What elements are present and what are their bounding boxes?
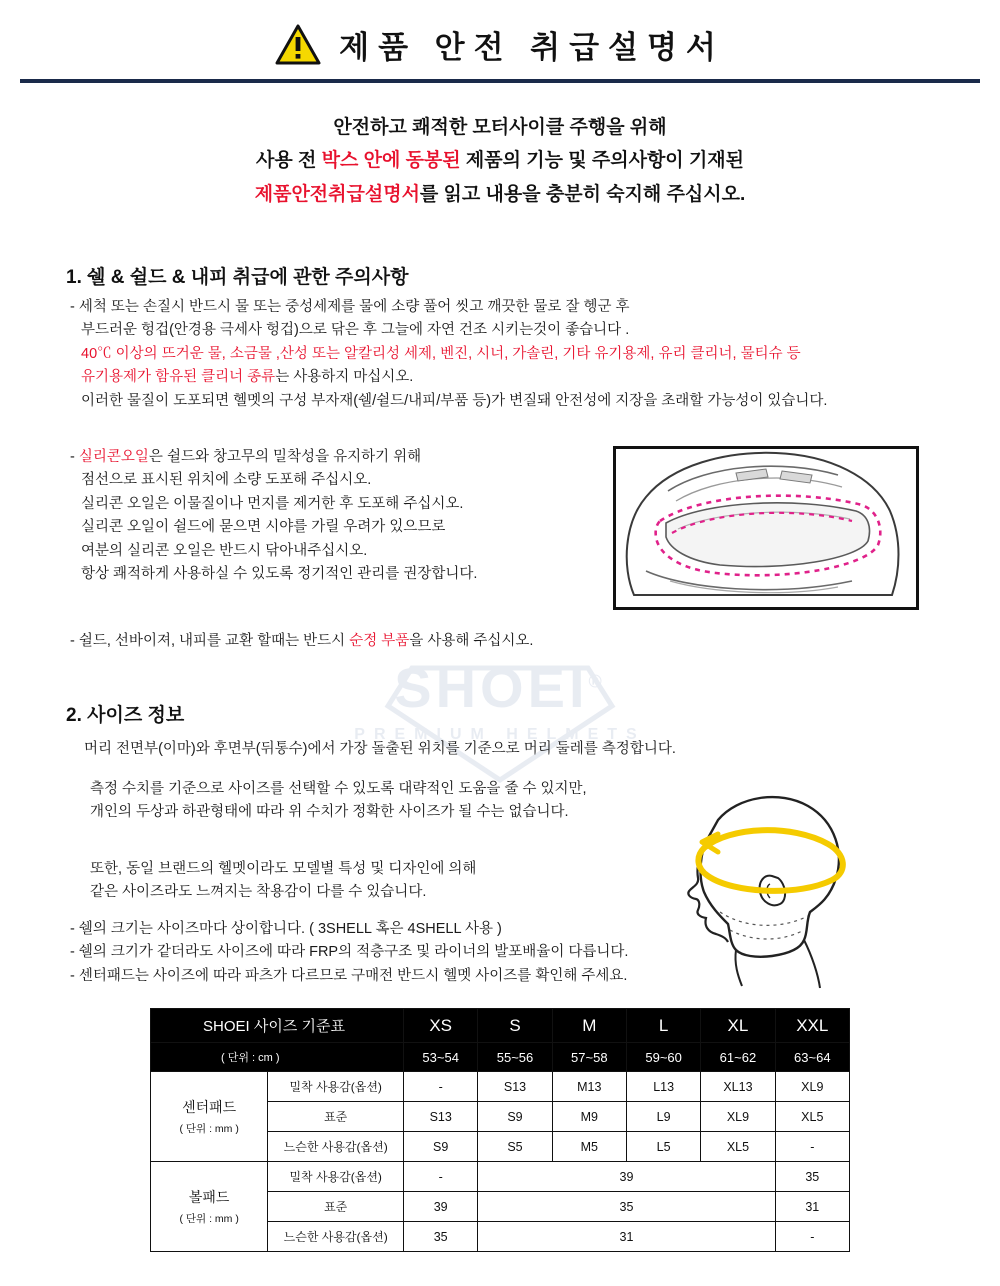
section-1-silicone-block [70,446,477,587]
parts-line-c: 을 사용해 주십시오. [409,633,534,649]
size-range-l: 59~60 [626,1043,700,1072]
row-label-standard-2: 표준 [268,1192,404,1222]
size-range-xs: 53~54 [404,1043,478,1072]
wash-line-3: 40℃ 이상의 뜨거운 물, 소금물 ,산성 또는 알칼리성 세제, 벤진, 시너, 가솔린, 기타 유기용제, 유리 클리너, 물티슈 등 [81,345,801,362]
cell-cp-loose-s: S5 [478,1132,552,1162]
cell-cp-std-xs: S13 [404,1102,478,1132]
header-divider [20,79,980,83]
cell-cp-std-m: M9 [552,1102,626,1132]
size-paragraph-3-line-1: 또한, 동일 브랜드의 헬멧이라도 모델별 특성 및 디자인에 의해 [90,861,477,877]
intro-line-2 [0,144,1000,177]
cell-cp-tight-xl: XL13 [701,1072,775,1102]
cell-cp-std-xl: XL9 [701,1102,775,1132]
size-bullet-1: - 쉘의 크기는 사이즈마다 상이합니다. ( 3SHELL 혹은 4SHELL 사용 ) [70,921,502,937]
cell-cp-std-s: S9 [478,1102,552,1132]
cell-cp-tight-l: L13 [626,1072,700,1102]
cell-cp-std-l: L9 [626,1102,700,1132]
cell-cp-tight-s: S13 [478,1072,552,1102]
size-paragraph-1: 머리 전면부(이마)와 후면부(뒤통수)에서 가장 돌출된 위치를 기준으로 머리 둘레를 측정합니다. [84,741,676,757]
intro-line-3 [0,178,1000,211]
row-label-loose-2: 느슨한 사용감(옵션) [268,1222,404,1252]
intro-highlight-box: 박스 안에 동봉된 [321,150,461,172]
section-1-wash-block [70,296,827,413]
row-label-loose-1: 느슨한 사용감(옵션) [268,1132,404,1162]
size-header-xs: XS [404,1009,478,1043]
size-range-xxl: 63~64 [775,1043,849,1072]
group-label-cheek-pad: 볼패드 ( 단위 : mm ) [151,1162,268,1252]
section-2-intro [84,738,676,761]
watermark-logo-text: SHOEI® [394,656,606,719]
silicone-highlight: 실리콘오일 [78,449,149,465]
size-header-xxl: XXL [775,1009,849,1043]
silicone-line-1 [70,446,477,469]
cell-cp-loose-xl: XL5 [701,1132,775,1162]
size-range-xl: 61~62 [701,1043,775,1072]
cell-bp-tight-xs: - [404,1162,478,1192]
cell-bp-std-s-xl: 35 [478,1192,775,1222]
table-row [151,1162,850,1192]
cell-bp-std-xxl: 31 [775,1192,849,1222]
parts-highlight: 순정 부품 [349,633,410,649]
silicone-dash: - [70,449,79,465]
section-1-parts-block [70,630,533,653]
size-range-m: 57~58 [552,1043,626,1072]
section-2-bullets [70,918,628,988]
cell-cp-tight-xxl: XL9 [775,1072,849,1102]
size-header-l: L [626,1009,700,1043]
silicone-line-6: 항상 쾌적하게 사용하실 수 있도록 정기적인 관리를 권장합니다. [81,566,478,583]
parts-line [70,630,533,653]
size-table-wrapper [150,1008,850,1252]
table-title: SHOEI 사이즈 기준표 [151,1009,404,1043]
intro-block [0,111,1000,211]
size-header-xl: XL [701,1009,775,1043]
silicone-line-5: 여분의 실리콘 오일은 반드시 닦아내주십시오. [81,542,368,559]
size-bullet-2: - 쉘의 크기가 같더라도 사이즈에 따라 FRP의 적층구조 및 라이너의 발포배율이 다릅니다. [70,944,629,961]
cell-cp-loose-xs: S9 [404,1132,478,1162]
size-paragraph-2-line-1: 측정 수치를 기준으로 사이즈를 선택할 수 있도록 대략적인 도움을 줄 수 있지만, [90,781,587,797]
helmet-shield-diagram [613,446,919,610]
section-1-heading: 1. 쉘 & 쉴드 & 내피 취급에 관한 주의사항 [66,267,409,288]
size-header-s: S [478,1009,552,1043]
head-measure-illustration [660,780,890,995]
cell-bp-loose-s-xl: 31 [478,1222,775,1252]
watermark-tagline: PREMIUM HELMETS [354,726,646,743]
cell-cp-tight-m: M13 [552,1072,626,1102]
intro-line-3-b: 를 읽고 내용을 충분히 숙지해 주십시오. [419,183,746,205]
size-range-s: 55~56 [478,1043,552,1072]
cell-cp-loose-l: L5 [626,1132,700,1162]
wash-line-4-black: 는 사용하지 마십시오. [275,369,414,386]
silicone-line-3: 실리콘 오일은 이물질이나 먼지를 제거한 후 도포해 주십시오. [81,495,464,512]
page-title: 제품 안전 취급설명서 [339,30,725,65]
wash-line-1: - 세척 또는 손질시 반드시 물 또는 중성세제를 물에 소량 풀어 씻고 깨끗한 물로 잘 헹군 후 [70,299,630,315]
table-row [151,1072,850,1102]
document-header [0,0,1000,79]
cell-bp-loose-xxl: - [775,1222,849,1252]
cell-bp-tight-xxl: 35 [775,1162,849,1192]
group-label-center-pad: 센터패드 ( 단위 : mm ) [151,1072,268,1162]
row-label-standard-1: 표준 [268,1102,404,1132]
intro-line-2-c: 제품의 기능 및 주의사항이 기재된 [460,150,745,172]
cell-bp-tight-s-xl: 39 [478,1162,775,1192]
size-paragraph-2-line-2: 개인의 두상과 하관형태에 따라 위 수치가 정확한 사이즈가 될 수는 없습니다. [90,804,569,821]
wash-line-4 [70,366,827,389]
cell-bp-std-xs: 39 [404,1192,478,1222]
section-2-heading: 2. 사이즈 정보 [66,705,185,726]
table-title-unit: ( 단위 : cm ) [151,1043,404,1072]
wash-line-2: 부드러운 헝겁(안경용 극세사 헝겁)으로 닦은 후 그늘에 자연 건조 시키는것이 좋습니다 . [81,322,630,339]
silicone-line-1-black: 은 쉴드와 창고무의 밀착성을 유지하기 위해 [148,449,422,465]
parts-line-a: - 쉴드, 선바이져, 내피를 교환 할때는 반드시 [70,633,350,649]
section-2-paragraph-2 [90,778,587,825]
intro-line-1: 안전하고 쾌적한 모터사이클 주행을 위해 [333,117,667,138]
cell-cp-loose-xxl: - [775,1132,849,1162]
row-label-tight-2: 밀착 사용감(옵션) [268,1162,404,1192]
cell-cp-loose-m: M5 [552,1132,626,1162]
wash-line-5: 이러한 물질이 도포되면 헬멧의 구성 부자재(쉘/쉴드/내피/부품 등)가 변질돼 안전성에 지장을 초래할 가능성이 있습니다. [81,392,828,409]
cell-bp-loose-xs: 35 [404,1222,478,1252]
warning-triangle-icon [275,24,321,66]
row-label-tight-1: 밀착 사용감(옵션) [268,1072,404,1102]
size-header-m: M [552,1009,626,1043]
table-header-row-ranges [151,1043,850,1072]
size-bullet-3: - 센터패드는 사이즈에 따라 파츠가 다르므로 구매전 반드시 헬멧 사이즈를 확인해 주세요. [70,967,628,984]
intro-line-2-a: 사용 전 [255,150,322,172]
cell-cp-std-xxl: XL5 [775,1102,849,1132]
size-table [150,1008,850,1252]
size-paragraph-3-line-2: 같은 사이즈라도 느껴지는 착용감이 다를 수 있습니다. [90,884,427,901]
silicone-line-2: 점선으로 표시된 위치에 소량 도포해 주십시오. [81,472,372,489]
wash-line-4-red: 유기용제가 함유된 클리너 종류 [81,369,276,386]
table-header-row-sizes [151,1009,850,1043]
silicone-line-4: 실리콘 오일이 쉴드에 묻으면 시야를 가릴 우려가 있으므로 [81,519,446,536]
intro-highlight-manual: 제품안전취급설명서 [254,183,420,205]
section-2-paragraph-3 [90,858,476,905]
cell-cp-tight-xs: - [404,1072,478,1102]
